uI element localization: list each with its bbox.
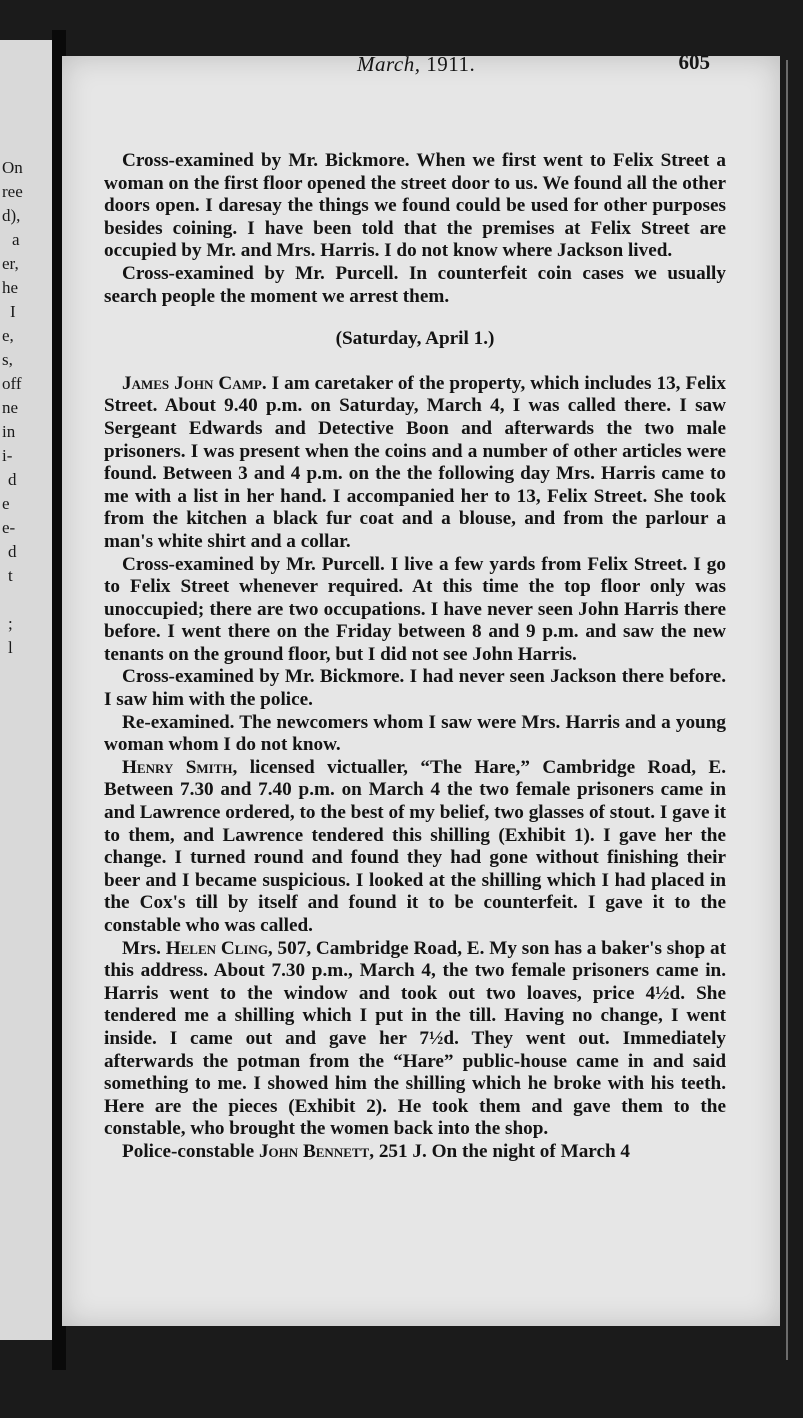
left-fragment: d), — [2, 206, 21, 225]
left-fragment: er, — [2, 254, 19, 273]
running-header — [62, 50, 780, 80]
left-fragment: I — [10, 302, 16, 321]
paragraph-text: I am caretaker of the property, which includes 13, Felix Street. About 9.40 p.m. on Saturday, March 4, I was called there. I saw Sergeant Edwards and Detective Boon and afterwards the two male prisoners. I was present when the coins and a number of other articles were found. Between 3 and 4 p.m. on the the following day Mrs. Harris came to me with a list in her hand. I accompanied her to 13, Felix Street. She took from the kitchen a black fur coat and a blouse, and from the parlour a man's white shirt and a collar. — [104, 372, 726, 552]
date-heading: (Saturday, April 1.) — [335, 328, 495, 350]
witness-prefix: Police-constable — [122, 1140, 259, 1162]
left-fragment: off — [2, 374, 22, 393]
header-month: March, — [357, 52, 421, 76]
left-fragment: ; — [8, 614, 13, 633]
paragraph — [104, 938, 726, 1141]
witness-name: John Bennett, — [258, 1140, 375, 1162]
witness-name: James John Camp. — [122, 372, 267, 394]
left-fragment: e- — [2, 518, 16, 537]
witness-name: Henry Smith, — [122, 756, 238, 778]
left-fragment: t — [8, 566, 13, 585]
paragraph: Cross-examined by Mr. Bickmore. When we first went to Felix Street a woman on the first floor opened the street door to us. We found all the other doors open. I daresay the things we found could be used for other purposes besides coining. I have been told that the premises at Felix Street are occupied by Mr. and Mrs. Harris. I do not know where Jackson lived. — [104, 150, 726, 262]
left-page-edge — [0, 40, 54, 1340]
paragraph — [104, 757, 726, 938]
header-title — [357, 52, 475, 77]
paragraph: Re-examined. The newcomers whom I saw were Mrs. Harris and a young woman whom I do not know. — [104, 711, 726, 756]
paragraph-text: 507, Cambridge Road, E. My son has a baker's shop at this address. About 7.30 p.m., March 4, the two female prisoners came in. Harris went to the window and took out two loaves, price 4½d. She tendered me a shilling which I put in the till. Having no change, I went inside. I came out and gave her 7½d. They went out. Immediately afterwards the potman from the “Hare” public-house came in and said something to me. I showed him the shilling which he broke with his teeth. Here are the pieces (Exhibit 2). He took them and gave them to the constable, who brought the women back into the shop. — [104, 937, 726, 1140]
paragraph: Cross-examined by Mr. Purcell. In counterfeit coin cases we usually search people the moment we arrest them. — [104, 262, 726, 307]
left-fragment: d — [8, 542, 17, 561]
left-fragment: s, — [2, 350, 13, 369]
witness-name: Helen Cling, — [165, 937, 273, 959]
paragraph — [104, 373, 726, 554]
left-fragment: ne — [2, 398, 19, 417]
right-page-edge — [780, 60, 803, 1360]
witness-prefix: Mrs. — [122, 937, 166, 959]
left-fragment: l — [8, 638, 13, 657]
left-fragment: On — [2, 158, 23, 177]
left-fragment: he — [2, 278, 19, 297]
page-body — [104, 150, 726, 1164]
left-fragment: d — [8, 470, 17, 489]
left-fragment: in — [2, 422, 16, 441]
left-fragment: e, — [2, 326, 14, 345]
paragraph-text: licensed victualler, “The Hare,” Cambridge Road, E. Between 7.30 and 7.40 p.m. on March 4 the two female prisoners came in and Lawrence ordered, to the best of my belief, two glasses of stout. I gave it to them, and Lawrence tendered this shilling (Exhibit 1). I gave her the change. I turned round and found they had gone without finishing their beer and I became suspicious. I looked at the shilling which I had placed in the Cox's till by itself and found it to be counterfeit. I gave it to the constable who was called. — [104, 756, 726, 936]
left-fragment: a — [12, 230, 20, 249]
page-number: 605 — [678, 50, 710, 74]
paragraph-text: 251 J. On the night of March 4 — [374, 1140, 631, 1162]
paragraph — [104, 1141, 726, 1164]
paragraph: Cross-examined by Mr. Bickmore. I had never seen Jackson there before. I saw him with the police. — [104, 666, 726, 711]
left-fragment: i- — [2, 446, 13, 465]
left-fragment: e — [2, 494, 10, 513]
paragraph: Cross-examined by Mr. Purcell. I live a few yards from Felix Street. I go to Felix Street whenever required. At this time the top floor only was unoccupied; there are two occupations. I have never seen John Harris there before. I went there on the Friday between 8 and 9 p.m. and saw the new tenants on the ground floor, but I did not see John Harris. — [104, 553, 726, 665]
header-year: 1911. — [426, 52, 476, 76]
left-fragment: ree — [2, 182, 23, 201]
